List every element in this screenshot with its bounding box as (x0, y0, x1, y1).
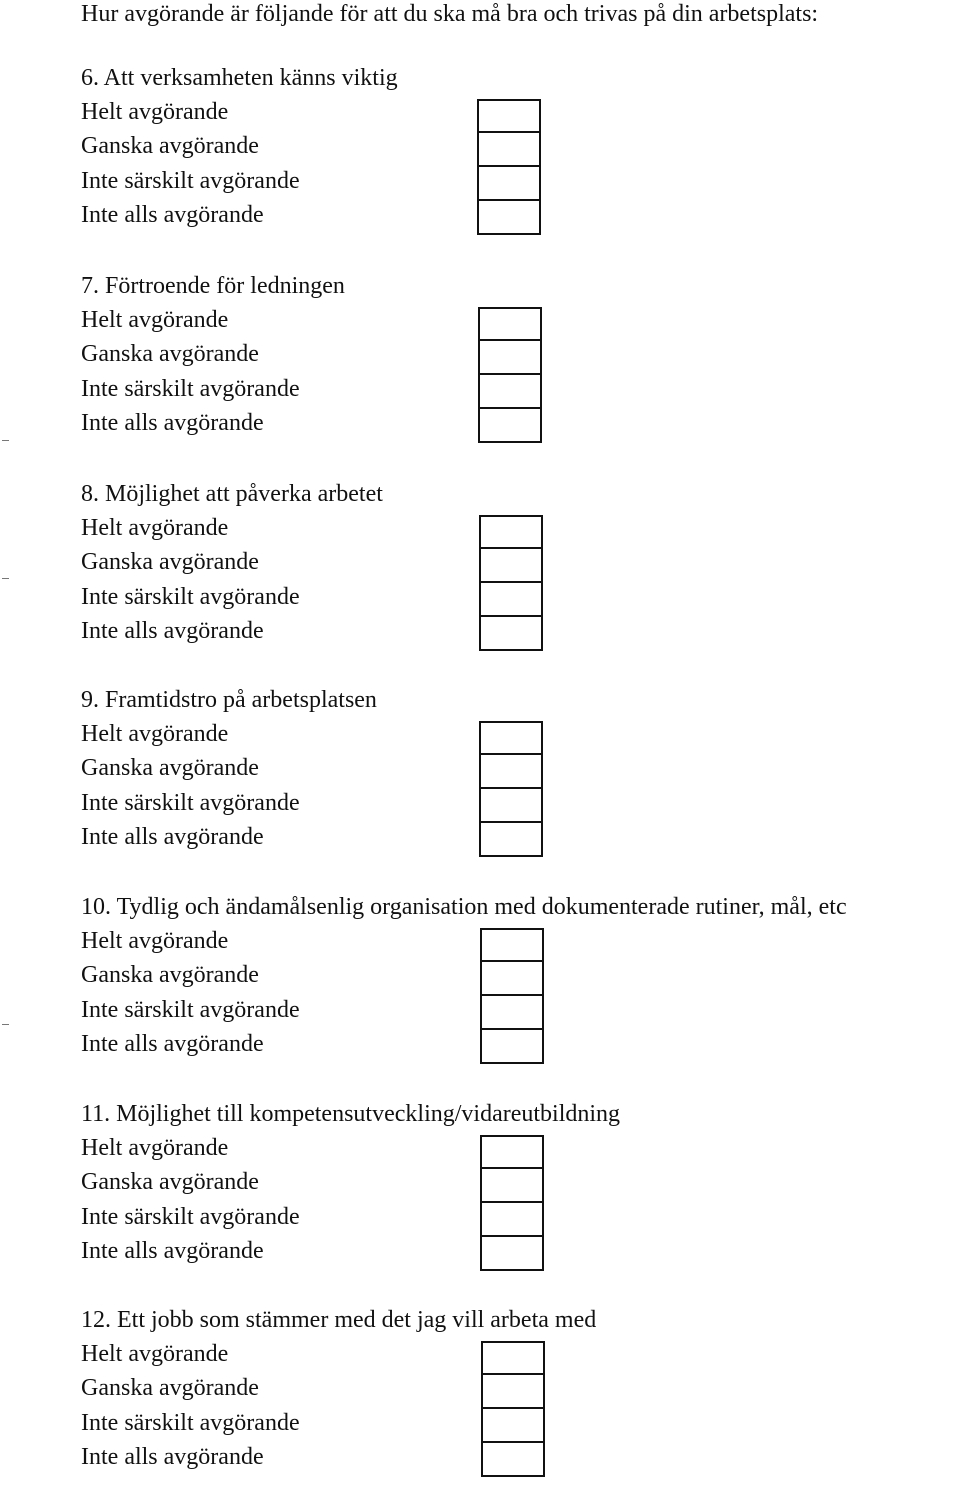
option-label-ganska-avgorande: Ganska avgörande (81, 341, 259, 367)
page-heading: Hur avgörande är följande för att du ska må bra och trivas på din arbetsplats: (81, 1, 819, 27)
checkbox-inte-sarskilt-avgorande[interactable] (479, 789, 543, 823)
question-title: 8. Möjlighet att påverka arbetet (81, 481, 383, 507)
checkbox-helt-avgorande[interactable] (479, 515, 543, 549)
option-label-helt-avgorande: Helt avgörande (81, 99, 229, 125)
checkbox-ganska-avgorande[interactable] (479, 549, 543, 583)
checkbox-inte-sarskilt-avgorande[interactable] (481, 1409, 545, 1443)
question-title: 11. Möjlighet till kompetensutveckling/vidareutbildning (81, 1101, 621, 1127)
question-8 (81, 479, 956, 669)
option-label-helt-avgorande: Helt avgörande (81, 307, 229, 333)
option-label-inte-alls-avgorande: Inte alls avgörande (81, 410, 264, 436)
checkbox-inte-sarskilt-avgorande[interactable] (478, 375, 542, 409)
checkbox-helt-avgorande[interactable] (478, 307, 542, 341)
checkbox-inte-sarskilt-avgorande[interactable] (477, 167, 541, 201)
question-11 (81, 1099, 956, 1289)
checkbox-ganska-avgorande[interactable] (480, 1169, 544, 1203)
question-title: 12. Ett jobb som stämmer med det jag vill arbeta med (81, 1307, 597, 1333)
option-label-ganska-avgorande: Ganska avgörande (81, 1375, 259, 1401)
checkbox-inte-alls-avgorande[interactable] (480, 1030, 544, 1064)
margin-mark (2, 440, 9, 441)
checkbox-inte-alls-avgorande[interactable] (480, 1237, 544, 1271)
checkbox-ganska-avgorande[interactable] (477, 133, 541, 167)
checkbox-ganska-avgorande[interactable] (480, 962, 544, 996)
option-label-inte-alls-avgorande: Inte alls avgörande (81, 618, 264, 644)
option-label-ganska-avgorande: Ganska avgörande (81, 755, 259, 781)
option-label-inte-sarskilt-avgorande: Inte särskilt avgörande (81, 1204, 300, 1230)
option-label-ganska-avgorande: Ganska avgörande (81, 962, 259, 988)
question-6 (81, 63, 956, 253)
question-9 (81, 685, 956, 875)
option-label-ganska-avgorande: Ganska avgörande (81, 1169, 259, 1195)
checkbox-inte-alls-avgorande[interactable] (479, 617, 543, 651)
option-label-helt-avgorande: Helt avgörande (81, 515, 229, 541)
checkbox-helt-avgorande[interactable] (480, 1135, 544, 1169)
option-label-inte-sarskilt-avgorande: Inte särskilt avgörande (81, 376, 300, 402)
checkbox-helt-avgorande[interactable] (480, 928, 544, 962)
option-label-inte-alls-avgorande: Inte alls avgörande (81, 1031, 264, 1057)
option-label-inte-sarskilt-avgorande: Inte särskilt avgörande (81, 790, 300, 816)
checkbox-inte-sarskilt-avgorande[interactable] (479, 583, 543, 617)
option-label-inte-sarskilt-avgorande: Inte särskilt avgörande (81, 168, 300, 194)
option-label-helt-avgorande: Helt avgörande (81, 1135, 229, 1161)
option-label-helt-avgorande: Helt avgörande (81, 928, 229, 954)
checkbox-helt-avgorande[interactable] (479, 721, 543, 755)
checkbox-ganska-avgorande[interactable] (478, 341, 542, 375)
question-title: 10. Tydlig och ändamålsenlig organisation med dokumenterade rutiner, mål, etc (81, 894, 847, 920)
margin-mark (2, 578, 9, 579)
option-label-ganska-avgorande: Ganska avgörande (81, 133, 259, 159)
checkbox-helt-avgorande[interactable] (481, 1341, 545, 1375)
question-title: 9. Framtidstro på arbetsplatsen (81, 687, 377, 713)
checkbox-inte-sarskilt-avgorande[interactable] (480, 996, 544, 1030)
option-label-inte-alls-avgorande: Inte alls avgörande (81, 1444, 264, 1470)
checkbox-inte-alls-avgorande[interactable] (481, 1443, 545, 1477)
option-label-inte-alls-avgorande: Inte alls avgörande (81, 1238, 264, 1264)
option-label-helt-avgorande: Helt avgörande (81, 721, 229, 747)
option-label-ganska-avgorande: Ganska avgörande (81, 549, 259, 575)
question-title: 6. Att verksamheten känns viktig (81, 65, 398, 91)
checkbox-ganska-avgorande[interactable] (481, 1375, 545, 1409)
option-label-inte-sarskilt-avgorande: Inte särskilt avgörande (81, 997, 300, 1023)
checkbox-inte-alls-avgorande[interactable] (478, 409, 542, 443)
question-7 (81, 271, 956, 461)
checkbox-ganska-avgorande[interactable] (479, 755, 543, 789)
margin-mark (2, 1024, 9, 1025)
option-label-inte-alls-avgorande: Inte alls avgörande (81, 824, 264, 850)
option-label-inte-sarskilt-avgorande: Inte särskilt avgörande (81, 1410, 300, 1436)
question-10 (81, 892, 956, 1082)
checkbox-inte-alls-avgorande[interactable] (479, 823, 543, 857)
checkbox-helt-avgorande[interactable] (477, 99, 541, 133)
question-12 (81, 1305, 956, 1495)
checkbox-inte-sarskilt-avgorande[interactable] (480, 1203, 544, 1237)
option-label-inte-alls-avgorande: Inte alls avgörande (81, 202, 264, 228)
option-label-helt-avgorande: Helt avgörande (81, 1341, 229, 1367)
checkbox-inte-alls-avgorande[interactable] (477, 201, 541, 235)
option-label-inte-sarskilt-avgorande: Inte särskilt avgörande (81, 584, 300, 610)
question-title: 7. Förtroende för ledningen (81, 273, 345, 299)
